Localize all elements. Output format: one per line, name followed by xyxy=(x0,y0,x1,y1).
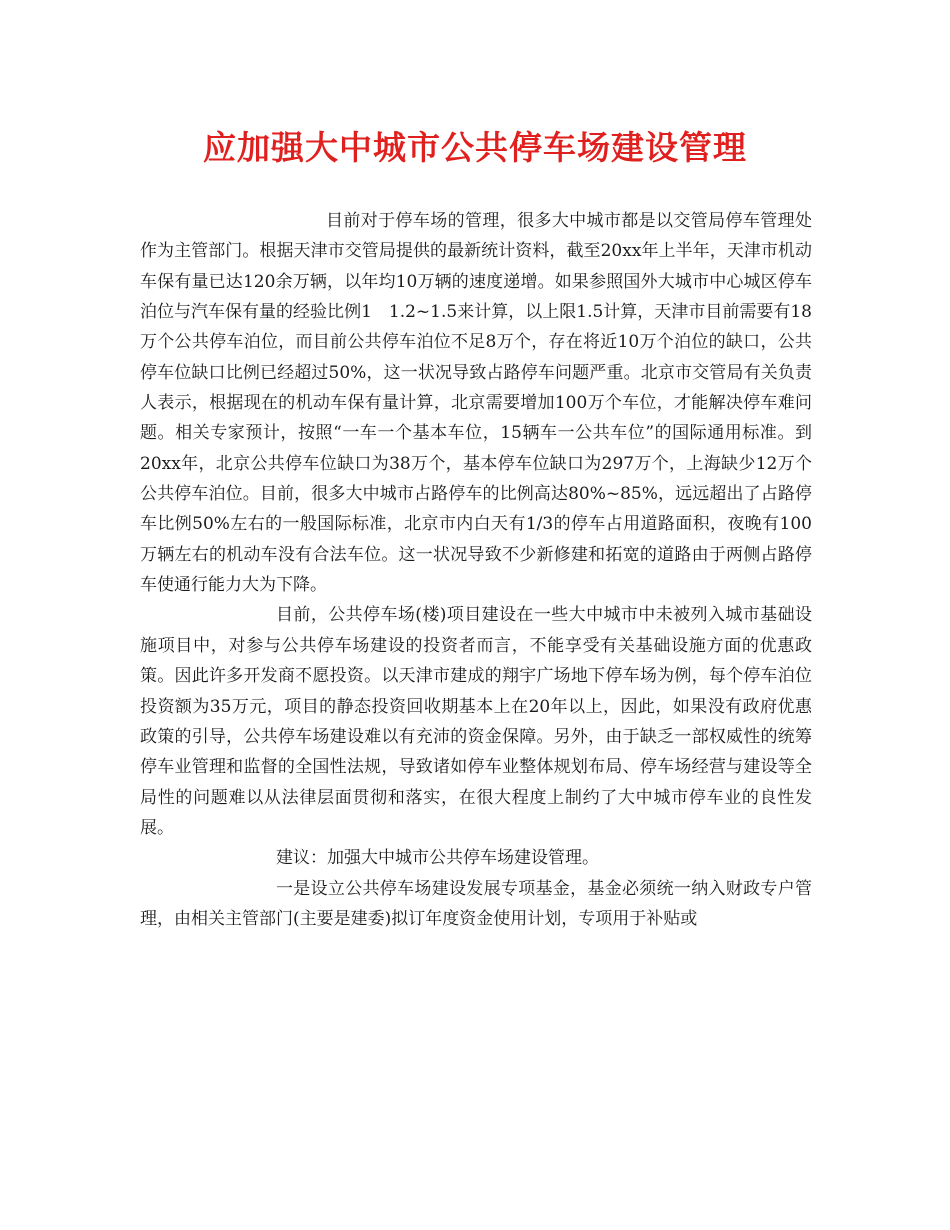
paragraph-recommendation: 建议：加强大中城市公共停车场建设管理。 xyxy=(276,848,599,869)
paragraph-investment-issues: 目前，公共停车场(楼)项目建设在一些大中城市中未被列入城市基础设施项目中，对参与公共停车场建设的投资者而言，不能享受有关基础设施方面的优惠政策。因此许多开发商不愿投资。以天津市建成的翔宇广场地下停车场为例，每个停车泊位投资额为35万元，项目的静态投资回收期基本上在20年以上，因此，如果没有政府优惠政策的引导，公共停车场建设难以有充沛的资金保障。另外，由于缺乏一部权威性的统筹停车业管理和监督的全国性法规，导致诸如停车业整体规划布局、停车场经营与建设等全局性的问题难以从法律层面贯彻和落实，在很大程度上制约了大中城市停车业的良性发展。 xyxy=(140,605,812,838)
paragraph-parking-status: 目前对于停车场的管理，很多大中城市都是以交管局停车管理处作为主管部门。根据天津市交管局提供的最新统计资料，截至20xx年上半年，天津市机动车保有量已达120余万辆，以年均10万辆的速度递增。如果参照国外大城市中心城区停车泊位与汽车保有量的经验比例1 1.2~1.5来计算，以上限1.5计算，天津市目前需要有18万个公共停车泊位，而目前公共停车泊位不足8万个，存在将近10万个泊位的缺口，公共停车位缺口比例已经超过50%，这一状况导致占路停车问题严重。北京市交管局有关负责人表示，根据现在的机动车保有量计算，北京需要增加100万个车位，才能解决停车难问题。相关专家预计，按照“一车一个基本车位，15辆车一公共车位”的国际通用标准。到20xx年，北京公共停车位缺口为38万个，基本停车位缺口为297万个，上海缺少12万个公共停车泊位。目前，很多大中城市占路停车的比例高达80%~85%，远远超出了占路停车比例50%左右的一般国际标准，北京市内白天有1/3的停车占用道路面积，夜晚有100万辆左右的机动车没有合法车位。这一状况导致不少新修建和拓宽的道路由于两侧占路停车使通行能力大为下降。 xyxy=(140,211,812,596)
document-title: 应加强大中城市公共停车场建设管理 xyxy=(203,128,747,167)
document-body xyxy=(140,206,812,934)
paragraph-measure-one: 一是设立公共停车场建设发展专项基金，基金必须统一纳入财政专户管理，由相关主管部门(主要是建委)拟订年度资金使用计划，专项用于补贴或 xyxy=(140,878,812,929)
